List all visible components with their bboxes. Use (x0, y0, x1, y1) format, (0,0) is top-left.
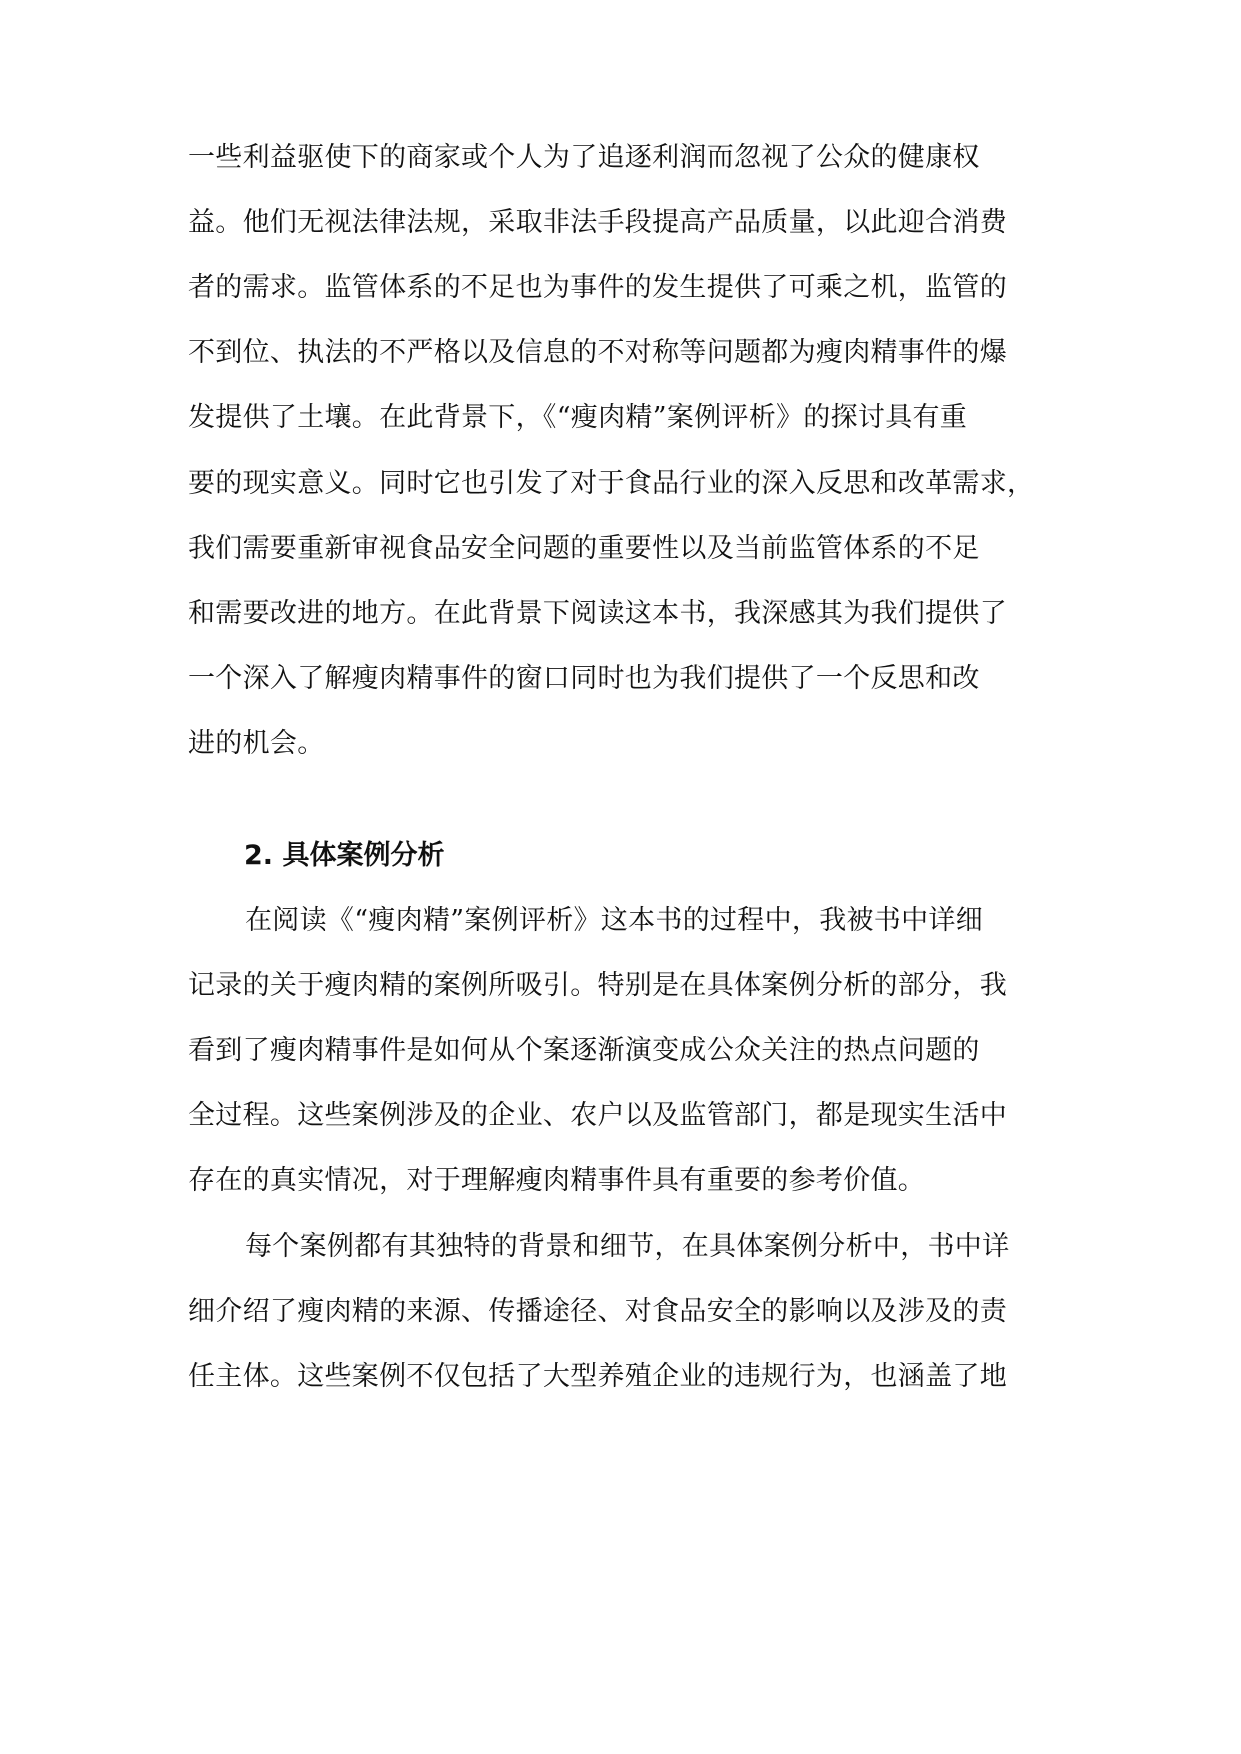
text-line: 一些利益驱使下的商家或个人为了追逐利润而忽视了公众的健康权 (188, 142, 980, 173)
text-line: 益。他们无视法律法规，采取非法手段提高产品质量，以此迎合消费 (188, 207, 1007, 238)
text-line: 每个案例都有其独特的背景和细节，在具体案例分析中，书中详 (245, 1231, 1010, 1262)
text-line: 一个深入了解瘦肉精事件的窗口同时也为我们提供了一个反思和改 (188, 663, 980, 694)
text-line: 要的现实意义。同时它也引发了对于食品行业的深入反思和改革需求， (188, 468, 1035, 499)
text-line: 在阅读《“瘦肉精”案例评析》这本书的过程中，我被书中详细 (245, 905, 984, 936)
text-line: 全过程。这些案例涉及的企业、农户以及监管部门，都是现实生活中 (188, 1100, 1007, 1131)
text-line: 发提供了土壤。在此背景下，《“瘦肉精”案例评析》的探讨具有重 (188, 402, 968, 433)
text-line: 进的机会。 (188, 728, 325, 759)
text-line: 任主体。这些案例不仅包括了大型养殖企业的违规行为，也涵盖了地 (188, 1361, 1007, 1392)
text-line: 细介绍了瘦肉精的来源、传播途径、对食品安全的影响以及涉及的责 (188, 1296, 1007, 1327)
text-line: 者的需求。监管体系的不足也为事件的发生提供了可乘之机，监管的 (188, 272, 1007, 303)
text-line: 和需要改进的地方。在此背景下阅读这本书，我深感其为我们提供了 (188, 598, 1007, 629)
text-line: 存在的真实情况，对于理解瘦肉精事件具有重要的参考价值。 (188, 1165, 926, 1196)
text-line: 看到了瘦肉精事件是如何从个案逐渐演变成公众关注的热点问题的 (188, 1035, 980, 1066)
text-line: 记录的关于瘦肉精的案例所吸引。特别是在具体案例分析的部分，我 (188, 970, 1007, 1001)
text-line: 我们需要重新审视食品安全问题的重要性以及当前监管体系的不足 (188, 533, 980, 564)
section-heading: 2. 具体案例分析 (244, 840, 445, 871)
text-line: 不到位、执法的不严格以及信息的不对称等问题都为瘦肉精事件的爆 (188, 337, 1007, 368)
